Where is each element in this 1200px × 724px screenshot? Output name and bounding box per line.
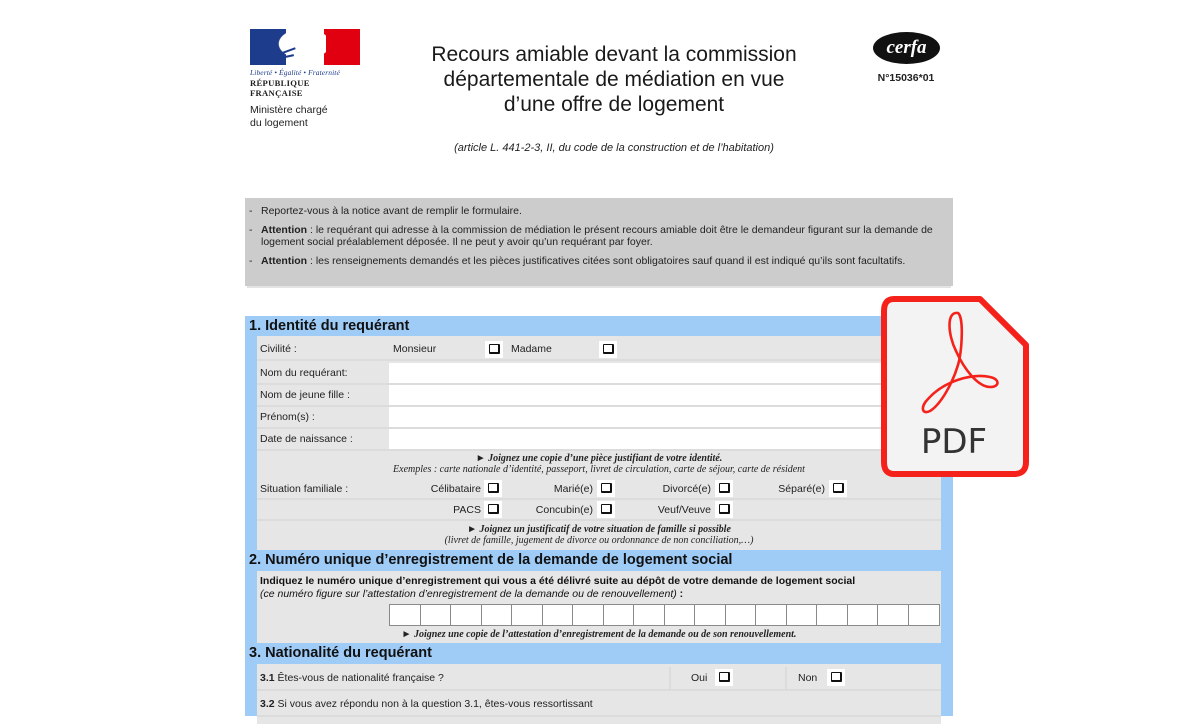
registration-number-field [257,604,941,626]
registration-digit-box[interactable] [634,605,665,625]
section-2-title: 2. Numéro unique d’enregistrement de la demande de logement social [249,552,733,568]
pacs-label: PACS [453,504,481,516]
registration-digit-box[interactable] [573,605,604,625]
oui-checkbox[interactable] [715,669,733,686]
pdf-file-icon[interactable] [880,295,1030,478]
section-3-title: 3. Nationalité du requérant [249,645,432,661]
section-2-panel [257,571,941,643]
title-line-2: départementale de médiation en vue [443,68,785,91]
notice-box [245,198,953,286]
nom-requerant-label: Nom du requérant: [260,367,348,379]
nom-jeune-fille-row [257,385,941,407]
prenom-row [257,407,941,429]
madame-checkbox[interactable] [599,341,617,358]
q32-label: 3.2 Si vous avez répondu non à la question 3.1, êtes-vous ressortissant [260,698,593,710]
ministere-line-1: Ministère chargé [250,104,328,116]
republique-label: RÉPUBLIQUE FRANÇAISE [250,78,310,98]
prenom-input[interactable] [389,407,941,427]
celibataire-checkbox[interactable] [484,480,502,497]
nom-requerant-row [257,363,941,385]
pacs-checkbox[interactable] [484,501,502,518]
nom-jeune-fille-label: Nom de jeune fille : [260,389,350,401]
situation-label: Situation familiale : [260,483,349,495]
civilite-row [257,339,941,361]
civilite-label: Civilité : [260,343,297,355]
marie-label: Marié(e) [553,483,593,495]
registration-instruction: Indiquez le numéro unique d’enregistrement qui vous a été délivré suite au dépôt de votre demande de logement social (ce numéro figure sur l’attestation d’enregistrement de la demande ou de renouvellement) : [260,575,856,600]
madame-label: Madame [511,343,552,355]
family-note: ► Joignez un justificatif de votre situation de famille si possible (livret de famille, jugement de divorce ou ordonnance de non conciliation,…) [444,524,754,546]
registration-digit-box[interactable] [726,605,757,625]
cerfa-number: N°15036*01 [877,72,935,84]
oui-label: Oui [691,672,708,684]
registration-digit-box[interactable] [512,605,543,625]
registration-digit-box[interactable] [390,605,421,625]
concubin-checkbox[interactable] [597,501,615,518]
non-label: Non [798,672,818,684]
cerfa-logo: cerfa [873,32,940,64]
form-title [400,42,828,117]
celibataire-label: Célibataire [430,483,481,495]
section-1-title: 1. Identité du requérant [249,318,410,334]
separe-label: Séparé(e) [778,483,825,495]
registration-digit-box[interactable] [878,605,909,625]
separe-checkbox[interactable] [829,480,847,497]
nom-jeune-fille-input[interactable] [389,385,941,405]
registration-note: ► Joignez une copie de l’attestation d’enregistrement de la demande ou de son renouvellement. [401,629,797,640]
identity-note: ► Joignez une copie d’une pièce justifiant de votre identité. Exemples : carte nationale d’identité, passeport, livret de circulation, carte de séjour, carte de résident [393,453,805,475]
registration-boxes [389,604,940,626]
registration-digit-box[interactable] [543,605,574,625]
divider [247,286,951,288]
registration-digit-box[interactable] [665,605,696,625]
marianne-flag-icon [250,29,360,65]
registration-digit-box[interactable] [756,605,787,625]
registration-digit-box[interactable] [695,605,726,625]
motto: Liberté • Égalité • Fraternité [250,68,340,77]
republique-francaise-logo [250,29,362,129]
registration-digit-box[interactable] [451,605,482,625]
registration-digit-box[interactable] [909,605,940,625]
ministere-label [250,104,362,129]
divorce-checkbox[interactable] [715,480,733,497]
date-naissance-label: Date de naissance : [260,433,353,445]
notice-item: - Attention : les renseignements demandés et les pièces justificatives citées sont obligatoires sauf quand il est indiqué qu’ils sont facultatifs. [249,254,906,267]
concubin-label: Concubin(e) [535,504,593,516]
monsieur-checkbox[interactable] [485,341,503,358]
svg-text:PDF: PDF [920,422,988,462]
situation-row-1 [257,479,941,500]
registration-digit-box[interactable] [787,605,818,625]
q31-label: 3.1 Êtes-vous de nationalité française ? [260,672,444,684]
date-naissance-row [257,429,941,451]
registration-digit-box[interactable] [482,605,513,625]
date-naissance-input[interactable] [389,429,941,449]
section-1-panel [257,336,941,550]
prenom-label: Prénom(s) : [260,411,315,423]
section-3-panel [257,664,941,724]
non-checkbox[interactable] [827,669,845,686]
form-frame [245,316,953,716]
registration-digit-box[interactable] [604,605,635,625]
article-reference: (article L. 441-2-3, II, du code de la construction et de l’habitation) [454,142,774,154]
ministere-line-2: du logement [250,116,308,129]
nom-requerant-input[interactable] [389,363,941,383]
registration-digit-box[interactable] [848,605,879,625]
veuf-label: Veuf/Veuve [657,504,711,516]
notice-item: - Attention : le requérant qui adresse à la commission de médiation le présent recours amiable doit être le demandeur figurant sur la demande de logement social préalablement déposée. Il ne peut y avoir qu’un requérant par foyer. [249,223,933,249]
situation-row-2 [257,500,941,521]
divorce-label: Divorcé(e) [662,483,711,495]
registration-digit-box[interactable] [421,605,452,625]
marie-checkbox[interactable] [597,480,615,497]
notice-item: - Reportez-vous à la notice avant de remplir le formulaire. [249,205,522,217]
monsieur-label: Monsieur [393,343,437,355]
veuf-checkbox[interactable] [715,501,733,518]
q32-row [257,693,941,717]
title-line-3: d’une offre de logement [503,93,725,116]
q31-row [257,667,941,691]
title-line-1: Recours amiable devant la commission [431,43,797,66]
registration-digit-box[interactable] [817,605,848,625]
